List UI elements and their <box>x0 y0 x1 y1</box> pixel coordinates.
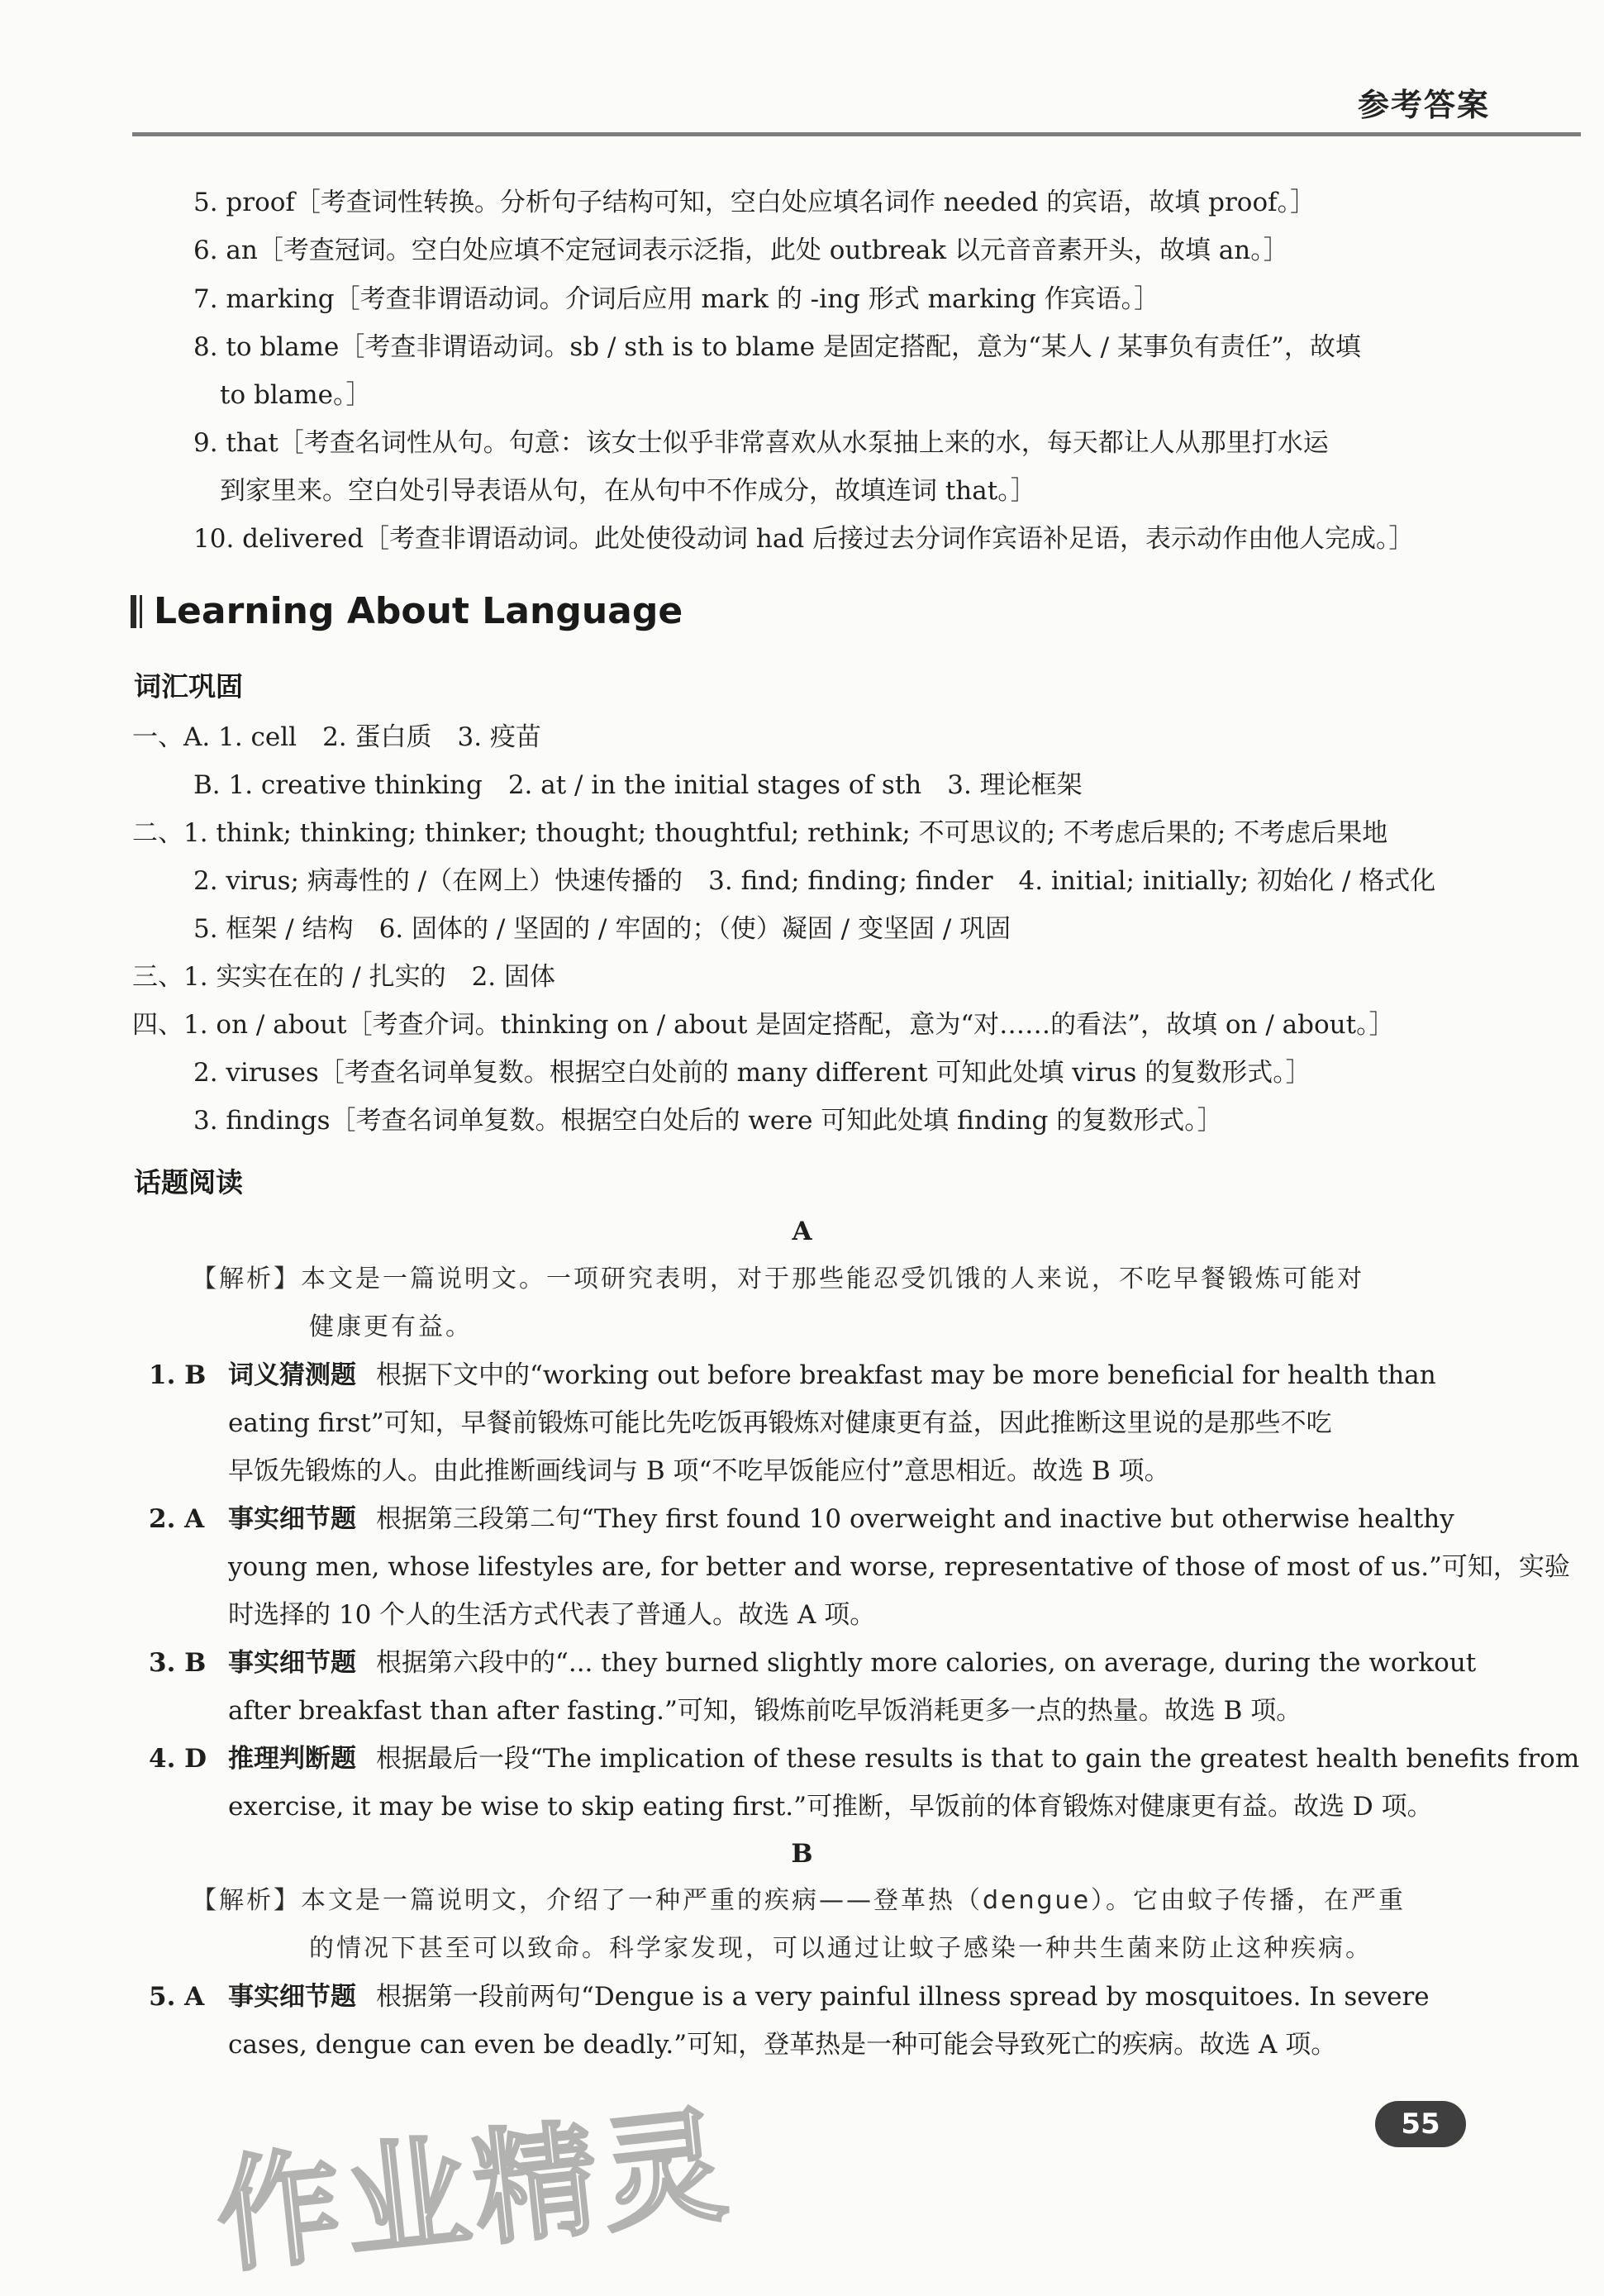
passage-a-analysis: 【解析】本文是一篇说明文。一项研究表明，对于那些能忍受饥饿的人来说，不吃早餐锻炼可能对 <box>192 1265 1364 1293</box>
question-1-line-1: 词义猜测题 根据下文中的“working out before breakfast may be more beneficial for health than <box>228 1360 1436 1390</box>
vocab-line-4: 2. virus; 病毒性的 /（在网上）快速传播的 3. find; finding; finder 4. initial; initially; 初始化 / 格式化 <box>193 866 1436 896</box>
answer-10: 10. delivered［考查非谓语动词。此处使役动词 had 后接过去分词作宾语补足语，表示动作由他人完成。］ <box>193 524 1415 554</box>
watermark: 作业精灵 <box>210 2093 738 2291</box>
question-4-line-2: exercise, it may be wise to skip eating first.”可推断，早饭前的体育锻炼对健康更有益。故选 D 项。 <box>228 1792 1433 1822</box>
vocab-line-1: 一、A. 1. cell 2. 蛋白质 3. 疫苗 <box>132 722 541 752</box>
question-4-answer: 4. D <box>149 1744 207 1774</box>
section-title <box>131 590 683 632</box>
answer-6: 6. an［考查冠词。空白处应填不定冠词表示泛指，此处 outbreak 以元音音素开头，故填 an。］ <box>193 236 1289 265</box>
question-2-line-3: 时选择的 10 个人的生活方式代表了普通人。故选 A 项。 <box>228 1600 876 1630</box>
page-header-title: 参考答案 <box>1357 87 1490 123</box>
section-bar-thin-icon <box>140 595 142 628</box>
answer-7: 7. marking［考查非谓语动词。介词后应用 mark 的 -ing 形式 marking 作宾语。］ <box>193 284 1160 314</box>
question-5-line-1: 事实细节题 根据第一段前两句“Dengue is a very painful illness spread by mosquitoes. In severe <box>228 1982 1430 2012</box>
reading-title: 话题阅读 <box>134 1166 243 1198</box>
answer-9: 9. that［考查名词性从句。句意：该女士似乎非常喜欢从水泵抽上来的水，每天都让人从那里打水运 <box>193 428 1329 458</box>
question-3-answer: 3. B <box>149 1648 207 1678</box>
vocab-title: 词汇巩固 <box>134 670 243 703</box>
vocab-line-5: 5. 框架 / 结构 6. 固体的 / 坚固的 / 牢固的；（使）凝固 / 变坚固 / 巩固 <box>193 914 1011 944</box>
passage-b-analysis-cont: 的情况下甚至可以致命。科学家发现，可以通过让蚊子感染一种共生菌来防止这种疾病。 <box>309 1934 1373 1963</box>
question-2-type: 事实细节题 <box>228 1504 356 1534</box>
question-1-type: 词义猜测题 <box>228 1360 356 1390</box>
vocab-line-7: 四、1. on / about［考查介词。thinking on / about 是固定搭配，意为“对……的看法”，故填 on / about。］ <box>132 1010 1395 1040</box>
question-2-line-1: 事实细节题 根据第三段第二句“They first found 10 overweight and inactive but otherwise healthy <box>228 1504 1454 1534</box>
vocab-line-2: B. 1. creative thinking 2. at / in the initial stages of sth 3. 理论框架 <box>193 770 1083 800</box>
vocab-line-3: 二、1. think; thinking; thinker; thought; thoughtful; rethink; 不可思议的; 不考虑后果的; 不考虑后果地 <box>132 818 1388 848</box>
vocab-line-6: 三、1. 实实在在的 / 扎实的 2. 固体 <box>132 962 556 992</box>
question-3-type: 事实细节题 <box>228 1648 356 1678</box>
question-3-line-1: 事实细节题 根据第六段中的“... they burned slightly more calories, on average, during the workout <box>228 1648 1477 1678</box>
question-4-type: 推理判断题 <box>228 1744 356 1774</box>
question-1-line-2: eating first”可知，早餐前锻炼可能比先吃饭再锻炼对健康更有益，因此推断这里说的是那些不吃 <box>228 1408 1332 1438</box>
passage-a-letter: A <box>792 1217 812 1246</box>
header-divider <box>132 132 1581 136</box>
vocab-line-9: 3. findings［考查名词单复数。根据空白处后的 were 可知此处填 finding 的复数形式。］ <box>193 1106 1223 1136</box>
question-4-line-1: 推理判断题 根据最后一段“The implication of these results is that to gain the greatest health benefits from <box>228 1744 1580 1774</box>
question-1-answer: 1. B <box>149 1360 207 1390</box>
passage-b-analysis: 【解析】本文是一篇说明文，介绍了一种严重的疾病——登革热（dengue）。它由蚊子传播，在严重 <box>192 1886 1406 1915</box>
answer-8: 8. to blame［考查非谓语动词。sb / sth is to blame 是固定搭配，意为“某人 / 某事负有责任”，故填 <box>193 332 1361 362</box>
question-5-answer: 5. A <box>149 1982 205 2012</box>
passage-a-analysis-cont: 健康更有益。 <box>309 1312 473 1341</box>
question-5-type: 事实细节题 <box>228 1982 356 2012</box>
passage-b-letter: B <box>791 1839 813 1869</box>
question-3-line-2: after breakfast than after fasting.”可知，锻炼前吃早饭消耗更多一点的热量。故选 B 项。 <box>228 1696 1302 1726</box>
answer-8-cont: to blame。］ <box>220 380 372 410</box>
answer-9-cont: 到家里来。空白处引导表语从句，在从句中不作成分，故填连词 that。］ <box>220 476 1036 506</box>
section-bar-icon <box>131 595 136 628</box>
answer-5: 5. proof［考查词性转换。分析句子结构可知，空白处应填名词作 needed 的宾语，故填 proof。］ <box>193 188 1316 217</box>
question-2-line-2: young men, whose lifestyles are, for better and worse, representative of those of most of us.”可知，实验 <box>228 1552 1570 1582</box>
page-number: 55 <box>1375 2101 1466 2147</box>
question-5-line-2: cases, dengue can even be deadly.”可知，登革热是一种可能会导致死亡的疾病。故选 A 项。 <box>228 2030 1337 2060</box>
vocab-line-8: 2. viruses［考查名词单复数。根据空白处前的 many different 可知此处填 virus 的复数形式。］ <box>193 1058 1311 1088</box>
question-1-line-3: 早饭先锻炼的人。由此推断画线词与 B 项“不吃早饭能应付”意思相近。故选 B 项。 <box>228 1456 1170 1486</box>
question-2-answer: 2. A <box>149 1504 205 1534</box>
section-title-text: Learning About Language <box>154 590 683 632</box>
